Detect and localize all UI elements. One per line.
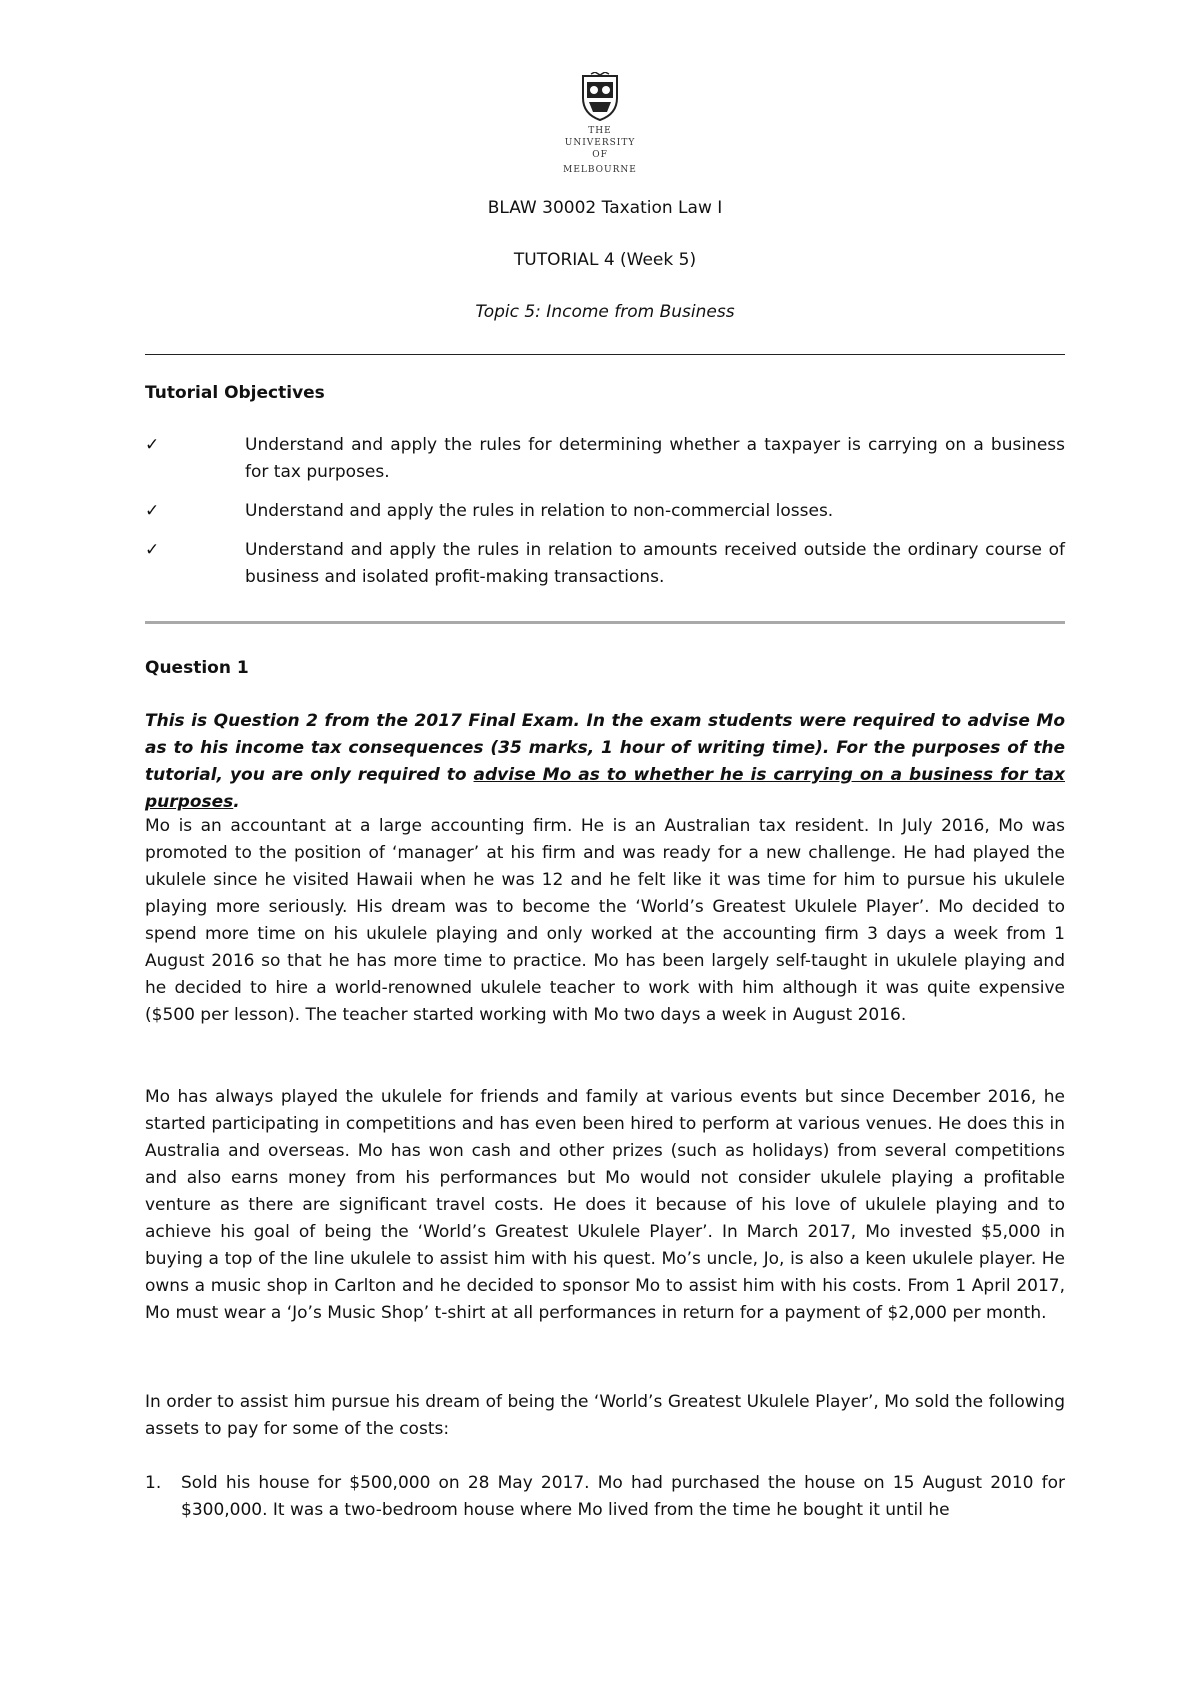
- university-crest-icon: [577, 72, 623, 122]
- checkmark-icon: ✓: [145, 435, 160, 455]
- instructions-end: .: [233, 792, 240, 812]
- list-item-number: 1.: [145, 1473, 162, 1493]
- question-paragraph: Mo is an accountant at a large accounting firm. He is an Australian tax resident. In July 2016, Mo was promoted to the position of ‘manager’ at his firm and was ready for a new challenge. He had played the ukulele since he visited Hawaii when he was 12 and he felt like it was time for him to pursue his ukulele playing more seriously. His dream was to become the ‘World’s Greatest Ukulele Player’. Mo decided to spend more time on his ukulele playing and only worked at the accounting firm 3 days a week from 1 August 2016 so that he has more time to practice. Mo has been largely self-taught in ukulele playing and he decided to hire a world-renowned ukulele teacher to work with him although it was quite expensive ($500 per lesson). The teacher started working with Mo two days a week in August 2016.: [145, 816, 1065, 1025]
- question-heading: Question 1: [145, 658, 249, 678]
- objectives-heading: Tutorial Objectives: [145, 383, 325, 403]
- tutorial-subtitle: TUTORIAL 4 (Week 5): [513, 250, 697, 270]
- objective-item: [145, 432, 1065, 486]
- instructions-text: This is Question 2 from the 2017 Final Exam. In the exam students were required to advise Mo as to his income tax consequences (35 marks, 1 hour of writing time). For the purposes of the tutorial, you are only required to: [145, 711, 1065, 785]
- topic-line: Topic 5: Income from Business: [475, 302, 735, 322]
- list-item: [145, 1470, 1065, 1524]
- document-title: BLAW 30002 Taxation Law I: [487, 198, 723, 218]
- objective-text: Understand and apply the rules for determining whether a taxpayer is carrying on a business for tax purposes.: [245, 435, 1065, 482]
- instructions-underlined-text: advise Mo as to whether he is carrying on a business for tax purposes: [145, 765, 1065, 812]
- header-divider: [145, 354, 1065, 355]
- objective-item: [145, 537, 1065, 591]
- objective-text: Understand and apply the rules in relation to non-commercial losses.: [245, 501, 834, 521]
- checkmark-icon: ✓: [145, 501, 160, 521]
- list-item-text: Sold his house for $500,000 on 28 May 2017. Mo had purchased the house on 15 August 2010 for $300,000. It was a two-bedroom house where Mo lived from the time he bought it until he: [181, 1473, 1065, 1520]
- logo-line-2: MELBOURNE: [563, 165, 637, 175]
- section-divider: [145, 621, 1065, 624]
- question-paragraph: Mo has always played the ukulele for friends and family at various events but since December 2016, he started participating in competitions and has even been hired to perform at various venues. He does this in Australia and overseas. Mo has won cash and other prizes (such as holidays) from several competitions and also earns money from his performances but Mo would not consider ukulele playing a profitable venture as there are significant travel costs. He does it because of his love of ukulele playing and to achieve his goal of being the ‘World’s Greatest Ukulele Player’. In March 2017, Mo invested $5,000 in buying a top of the line ukulele to assist him with his quest. Mo’s uncle, Jo, is also a keen ukulele player. He owns a music shop in Carlton and he decided to sponsor Mo to assist him with his costs. From 1 April 2017, Mo must wear a ‘Jo’s Music Shop’ t-shirt at all performances in return for a payment of $2,000 per month.: [145, 1087, 1065, 1323]
- question-instructions: [145, 708, 1065, 816]
- logo-line-1: THE UNIVERSITY OF: [564, 126, 636, 160]
- checkmark-icon: ✓: [145, 540, 160, 560]
- question-paragraph: In order to assist him pursue his dream of being the ‘World’s Greatest Ukulele Player’, Mo sold the following assets to pay for some of the costs:: [145, 1392, 1065, 1439]
- university-logo: [560, 72, 640, 176]
- objective-item: [145, 498, 1065, 525]
- objective-text: Understand and apply the rules in relation to amounts received outside the ordinary course of business and isolated profit-making transactions.: [245, 540, 1065, 587]
